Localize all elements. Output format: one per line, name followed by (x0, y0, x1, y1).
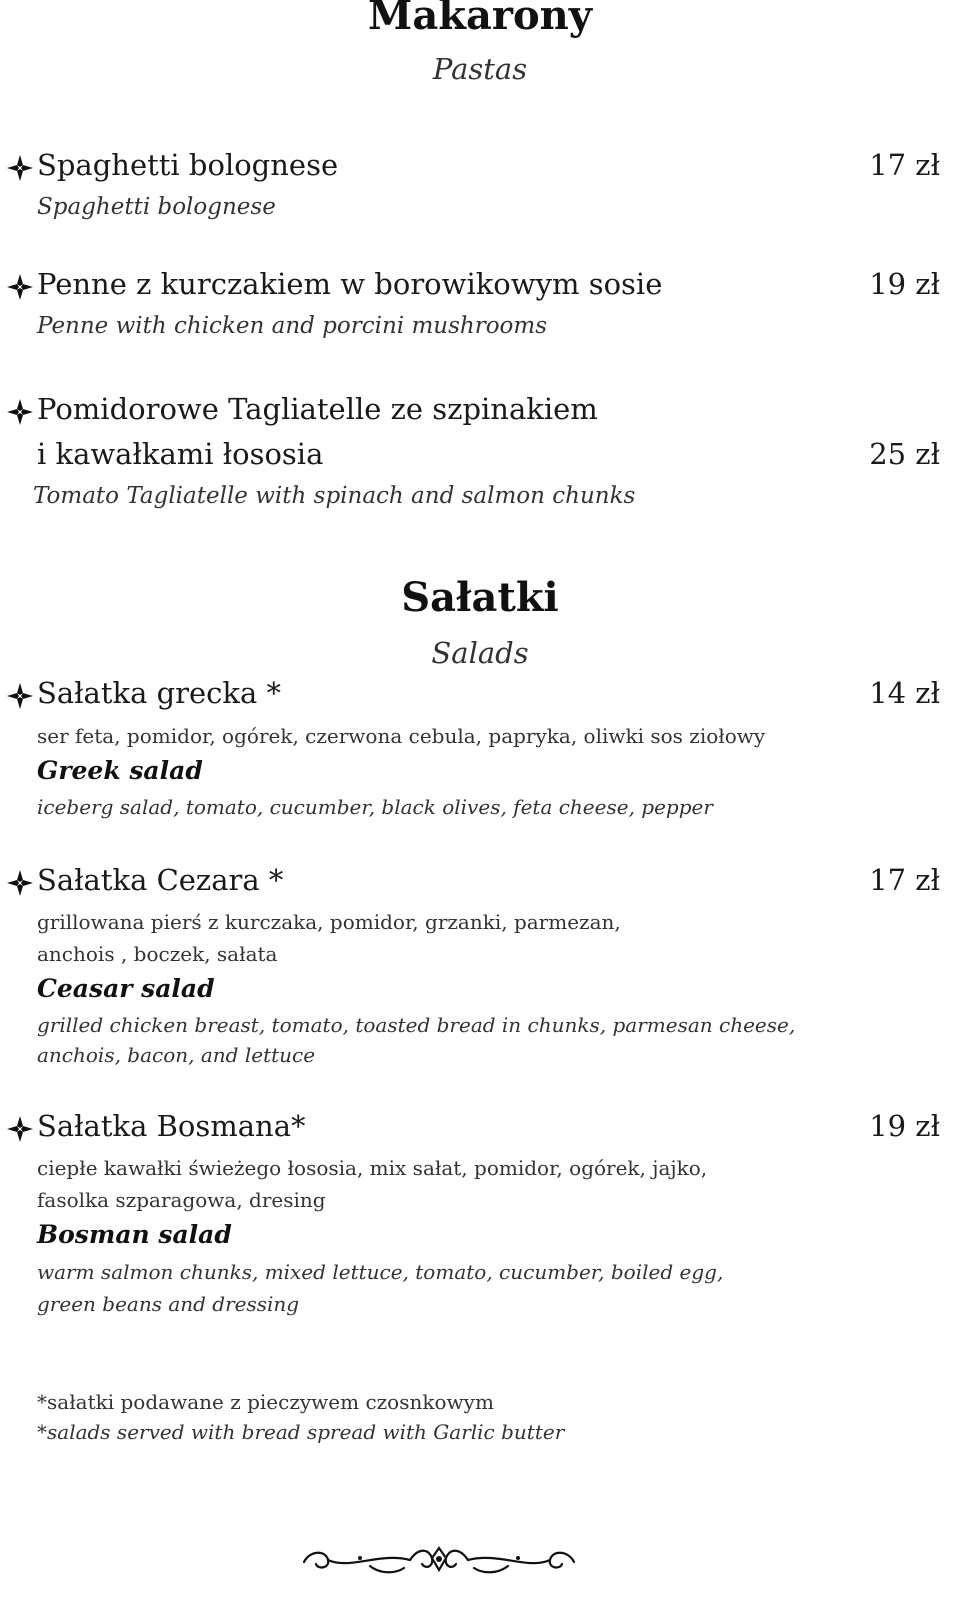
pasta-name-line2: i kawałkami łososia (37, 437, 324, 471)
salad-name: Sałatka Cezara * (37, 863, 284, 897)
diamond-bullet-icon (6, 869, 36, 899)
pasta-price: 25 zł (869, 437, 940, 471)
pastas-title: Makarony (368, 0, 592, 39)
diamond-bullet-icon (6, 398, 36, 428)
pasta-name: Penne z kurczakiem w borowikowym sosie (37, 267, 663, 301)
flourish-ornament-icon (300, 1540, 578, 1580)
salads-subtitle: Salads (431, 636, 529, 670)
salad-ingredients-en: warm salmon chunks, mixed lettuce, tomato, cucumber, boiled egg, (37, 1260, 724, 1284)
salad-name: Sałatka Bosmana* (37, 1109, 306, 1143)
salad-ingredients-en: anchois, bacon, and lettuce (37, 1043, 316, 1067)
pasta-price: 17 zł (869, 148, 940, 182)
diamond-bullet-icon (6, 682, 36, 712)
salad-english-name: Greek salad (37, 756, 203, 785)
salad-price: 19 zł (869, 1109, 940, 1143)
salad-ingredients-pl: anchois , boczek, sałata (37, 942, 278, 966)
pasta-name-line1: Pomidorowe Tagliatelle ze szpinakiem (37, 392, 598, 426)
salad-ingredients-pl: ciepłe kawałki świeżego łososia, mix sałat, pomidor, ogórek, jajko, (37, 1156, 708, 1180)
salad-ingredients-en: green beans and dressing (37, 1292, 300, 1316)
pasta-english-name: Spaghetti bolognese (37, 194, 276, 220)
pasta-english-name: Tomato Tagliatelle with spinach and salmon chunks (33, 483, 636, 509)
footnote-en: *salads served with bread spread with Garlic butter (37, 1420, 565, 1444)
salad-ingredients-pl: grillowana pierś z kurczaka, pomidor, grzanki, parmezan, (37, 910, 621, 934)
pasta-price: 19 zł (869, 267, 940, 301)
salad-ingredients-en: iceberg salad, tomato, cucumber, black olives, feta cheese, pepper (37, 795, 713, 819)
footnote-pl: *sałatki podawane z pieczywem czosnkowym (37, 1390, 494, 1414)
salads-title: Sałatki (401, 574, 559, 621)
diamond-bullet-icon (6, 1115, 36, 1145)
pasta-name: Spaghetti bolognese (37, 148, 339, 182)
pasta-english-name: Penne with chicken and porcini mushrooms (37, 313, 547, 339)
salad-english-name: Bosman salad (37, 1220, 232, 1249)
salad-price: 17 zł (869, 863, 940, 897)
salad-english-name: Ceasar salad (37, 974, 215, 1003)
salad-price: 14 zł (869, 676, 940, 710)
diamond-bullet-icon (6, 154, 36, 184)
salad-name: Sałatka grecka * (37, 676, 281, 710)
salad-ingredients-pl: ser feta, pomidor, ogórek, czerwona cebula, papryka, oliwki sos ziołowy (37, 724, 766, 748)
diamond-bullet-icon (6, 273, 36, 303)
pastas-subtitle: Pastas (432, 52, 528, 86)
salad-ingredients-en: grilled chicken breast, tomato, toasted bread in chunks, parmesan cheese, (37, 1013, 796, 1037)
salad-ingredients-pl: fasolka szparagowa, dresing (37, 1188, 326, 1212)
